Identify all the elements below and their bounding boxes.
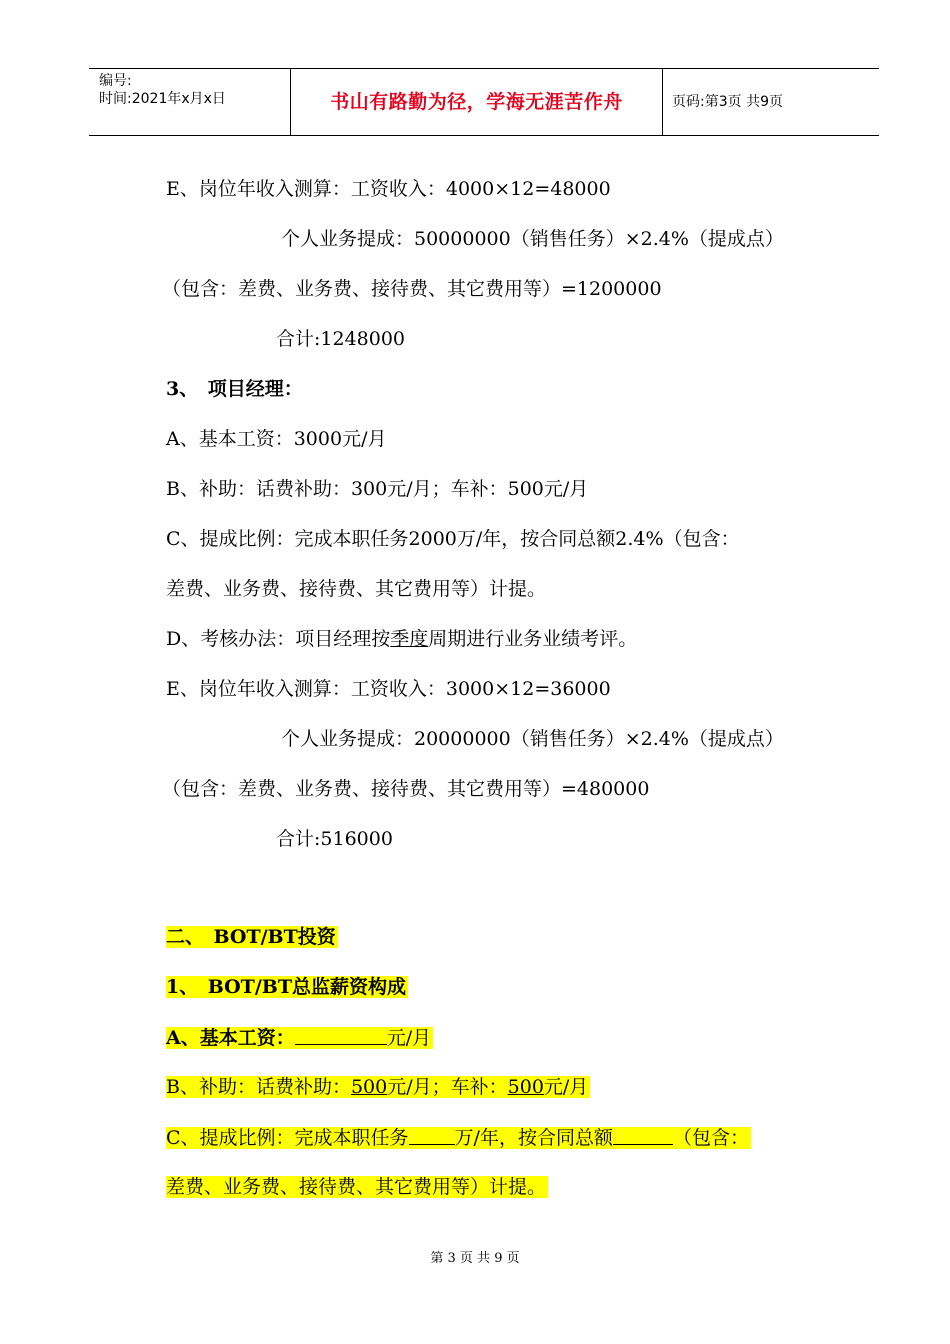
header-meta xyxy=(99,72,226,108)
bot-allowance-unit: 元/月 xyxy=(543,1076,589,1098)
commission-rate-line-cont: 差费、业务费、接待费、其它费用等）计提。 xyxy=(166,578,547,600)
blank-field xyxy=(613,1124,673,1145)
header-motto: 书山有路勤为径，学海无涯苦作舟 xyxy=(330,91,623,113)
header-divider xyxy=(662,69,663,135)
commission-rate-line: C、提成比例：完成本职任务2000万/年，按合同总额2.4%（包含： xyxy=(166,528,740,550)
assessment-text: D、考核办法：项目经理按 xyxy=(166,628,391,650)
commission-detail-line: （包含：差费、业务费、接待费、其它费用等）=480000 xyxy=(162,778,650,800)
section-heading: 3、 项目经理： xyxy=(166,378,303,400)
bot-commission-cont-text: 差费、业务费、接待费、其它费用等）计提。 xyxy=(166,1176,547,1198)
page-header xyxy=(89,68,879,136)
assessment-text-end: 周期进行业务业绩考评。 xyxy=(428,628,638,650)
assessment-period: 季度 xyxy=(390,628,429,650)
section-heading-text: 二、 BOT/BT投资 xyxy=(166,926,336,948)
income-calc-line: E、岗位年收入测算：工资收入：4000×12=48000 xyxy=(166,178,611,200)
commission-line: 个人业务提成：20000000（销售任务）×2.4%（提成点） xyxy=(281,728,784,750)
bot-commission-mid: 万/年，按合同总额 xyxy=(454,1127,613,1149)
assessment-line xyxy=(166,626,637,652)
allowance-line: B、补助：话费补助：300元/月；车补：500元/月 xyxy=(166,478,589,500)
blank-field xyxy=(409,1124,455,1145)
blank-field xyxy=(295,1024,387,1045)
bot-base-salary-line xyxy=(166,1024,433,1051)
bot-commission-label: C、提成比例：完成本职任务 xyxy=(166,1127,409,1149)
income-calc-line: E、岗位年收入测算：工资收入：3000×12=36000 xyxy=(166,678,611,700)
total-line: 合计:516000 xyxy=(276,828,393,850)
bot-allowance-mid: 元/月；车补： xyxy=(387,1076,508,1098)
car-allowance-value: 500 xyxy=(507,1076,544,1098)
base-salary-line: A、基本工资：3000元/月 xyxy=(166,428,387,450)
bot-allowance-line xyxy=(166,1074,590,1100)
commission-line: 个人业务提成：50000000（销售任务）×2.4%（提成点） xyxy=(281,228,784,250)
subsection-heading-text: 1、 BOT/BT总监薪资构成 xyxy=(166,976,406,998)
bot-base-salary-label: A、基本工资： xyxy=(166,1027,295,1049)
subsection-heading xyxy=(166,974,408,1000)
bot-commission-line xyxy=(166,1124,751,1151)
bot-allowance-label: B、补助：话费补助： xyxy=(166,1076,351,1098)
commission-detail-line: （包含：差费、业务费、接待费、其它费用等）=1200000 xyxy=(162,278,662,300)
bot-base-salary-unit: 元/月 xyxy=(386,1027,432,1049)
header-number: 编号: xyxy=(99,73,132,89)
phone-allowance-value: 500 xyxy=(350,1076,388,1098)
page-footer: 第 3 页 共 9 页 xyxy=(430,1251,520,1266)
header-page-number: 页码:第3页 共9页 xyxy=(672,94,783,110)
bot-commission-end: （包含： xyxy=(672,1127,749,1149)
bot-commission-line-cont xyxy=(166,1174,548,1200)
total-line: 合计:1248000 xyxy=(276,328,406,350)
header-time: 时间:2021年x月x日 xyxy=(99,91,226,107)
section-heading-bot xyxy=(166,924,338,950)
